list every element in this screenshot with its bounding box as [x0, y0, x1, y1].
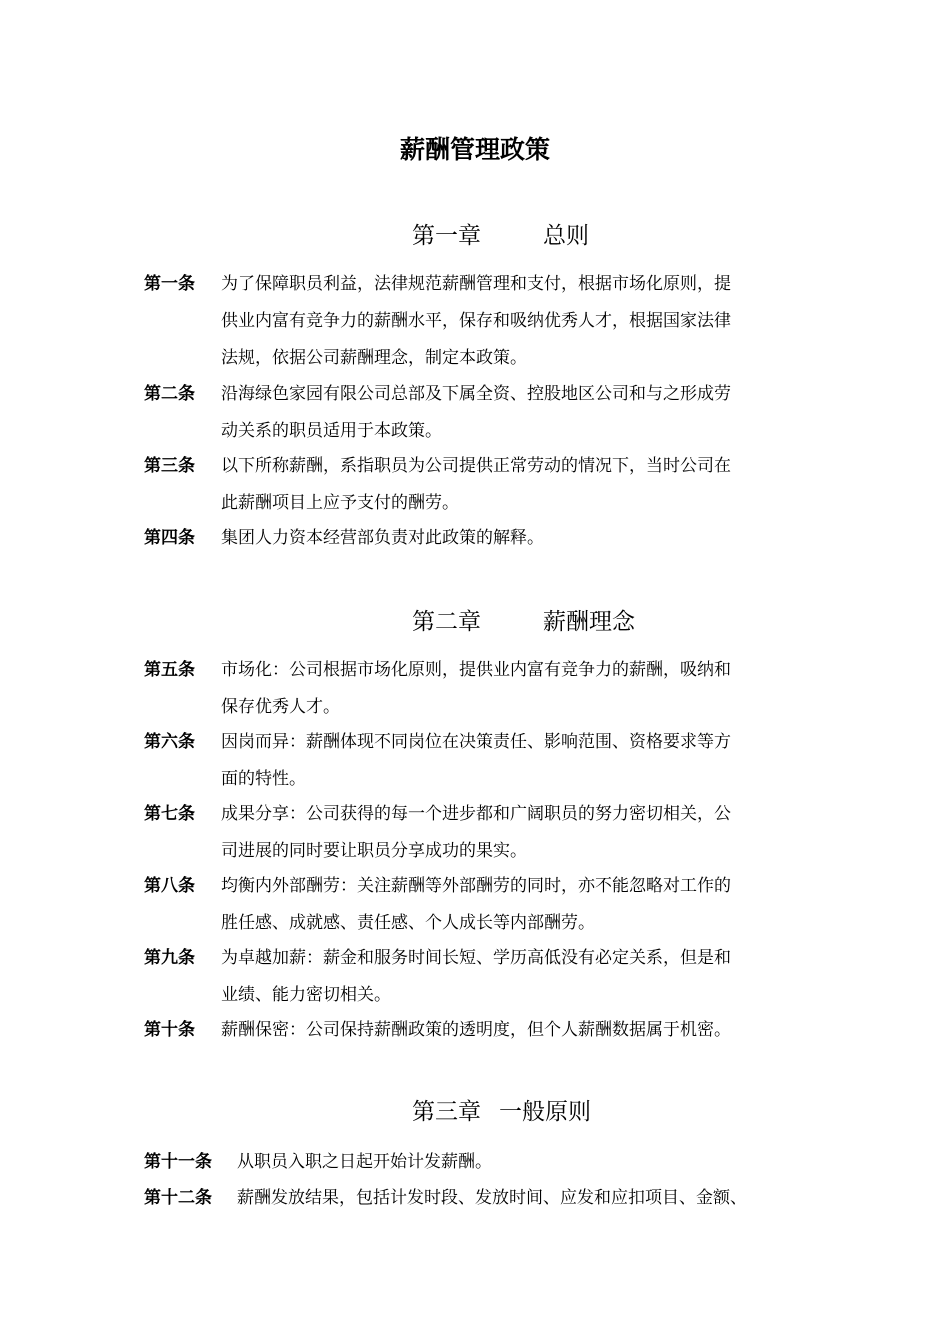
chapter-title: 薪酬理念 [543, 609, 635, 635]
chapter-number: 第一章 [412, 223, 481, 249]
article [144, 652, 891, 726]
article-label: 第十一条 [144, 1152, 212, 1172]
article-text-line: 动关系的职员适用于本政策。 [221, 421, 442, 441]
chapter-number: 第二章 [412, 609, 481, 635]
article-label: 第七条 [144, 804, 195, 824]
article [144, 448, 891, 522]
article-label: 第五条 [144, 660, 195, 680]
article-label: 第六条 [144, 732, 195, 752]
article-text-line: 从职员入职之日起开始计发薪酬。 [237, 1152, 492, 1172]
article-text-line: 此薪酬项目上应予支付的酬劳。 [221, 493, 459, 513]
article-text-line: 沿海绿色家园有限公司总部及下属全资、控股地区公司和与之形成劳 [221, 384, 731, 404]
article [144, 520, 891, 557]
article-text-line: 业绩、能力密切相关。 [221, 985, 391, 1005]
article-label: 第三条 [144, 456, 195, 476]
article [144, 940, 891, 1014]
article-text-line: 薪酬发放结果，包括计发时段、发放时间、应发和应扣项目、金额、 [237, 1188, 747, 1208]
article-text-line: 市场化：公司根据市场化原则，提供业内富有竞争力的薪酬，吸纳和 [221, 660, 731, 680]
article-text-line: 面的特性。 [221, 769, 306, 789]
chapter-title: 一般原则 [499, 1099, 591, 1125]
article-label: 第九条 [144, 948, 195, 968]
chapter-heading [412, 604, 635, 640]
article-label: 第八条 [144, 876, 195, 896]
article [144, 1144, 927, 1181]
chapter-heading [412, 1094, 591, 1130]
article-label: 第十条 [144, 1020, 195, 1040]
article-text-line: 司进展的同时要让职员分享成功的果实。 [221, 841, 527, 861]
article-text-line: 集团人力资本经营部负责对此政策的解释。 [221, 528, 544, 548]
page-title: 薪酬管理政策 [399, 135, 550, 164]
article-text-line: 保存优秀人才。 [221, 697, 340, 717]
chapter-heading [412, 218, 589, 254]
article-text-line: 胜任感、成就感、责任感、个人成长等内部酬劳。 [221, 913, 595, 933]
article-label: 第二条 [144, 384, 195, 404]
article [144, 1012, 891, 1049]
article-text-line: 为了保障职员利益，法律规范薪酬管理和支付，根据市场化原则，提 [221, 274, 731, 294]
article-text-line: 法规，依据公司薪酬理念，制定本政策。 [221, 348, 527, 368]
article-label: 第十二条 [144, 1188, 212, 1208]
article-text-line: 均衡内外部酬劳：关注薪酬等外部酬劳的同时，亦不能忽略对工作的 [221, 876, 731, 896]
article [144, 1180, 927, 1217]
article-text-line: 以下所称薪酬，系指职员为公司提供正常劳动的情况下，当时公司在 [221, 456, 731, 476]
article-text-line: 成果分享：公司获得的每一个进步都和广阔职员的努力密切相关，公 [221, 804, 731, 824]
article [144, 868, 891, 942]
article-text-line: 薪酬保密：公司保持薪酬政策的透明度，但个人薪酬数据属于机密。 [221, 1020, 731, 1040]
article [144, 376, 891, 450]
article-label: 第一条 [144, 274, 195, 294]
chapter-title: 总则 [543, 223, 589, 249]
article-label: 第四条 [144, 528, 195, 548]
chapter-number: 第三章 [412, 1099, 481, 1125]
article-text-line: 为卓越加薪：薪金和服务时间长短、学历高低没有必定关系，但是和 [221, 948, 731, 968]
article [144, 796, 891, 870]
article-text-line: 因岗而异：薪酬体现不同岗位在决策责任、影响范围、资格要求等方 [221, 732, 731, 752]
article-text-line: 供业内富有竞争力的薪酬水平，保存和吸纳优秀人才，根据国家法律 [221, 311, 731, 331]
article [144, 724, 891, 798]
article [144, 266, 891, 377]
